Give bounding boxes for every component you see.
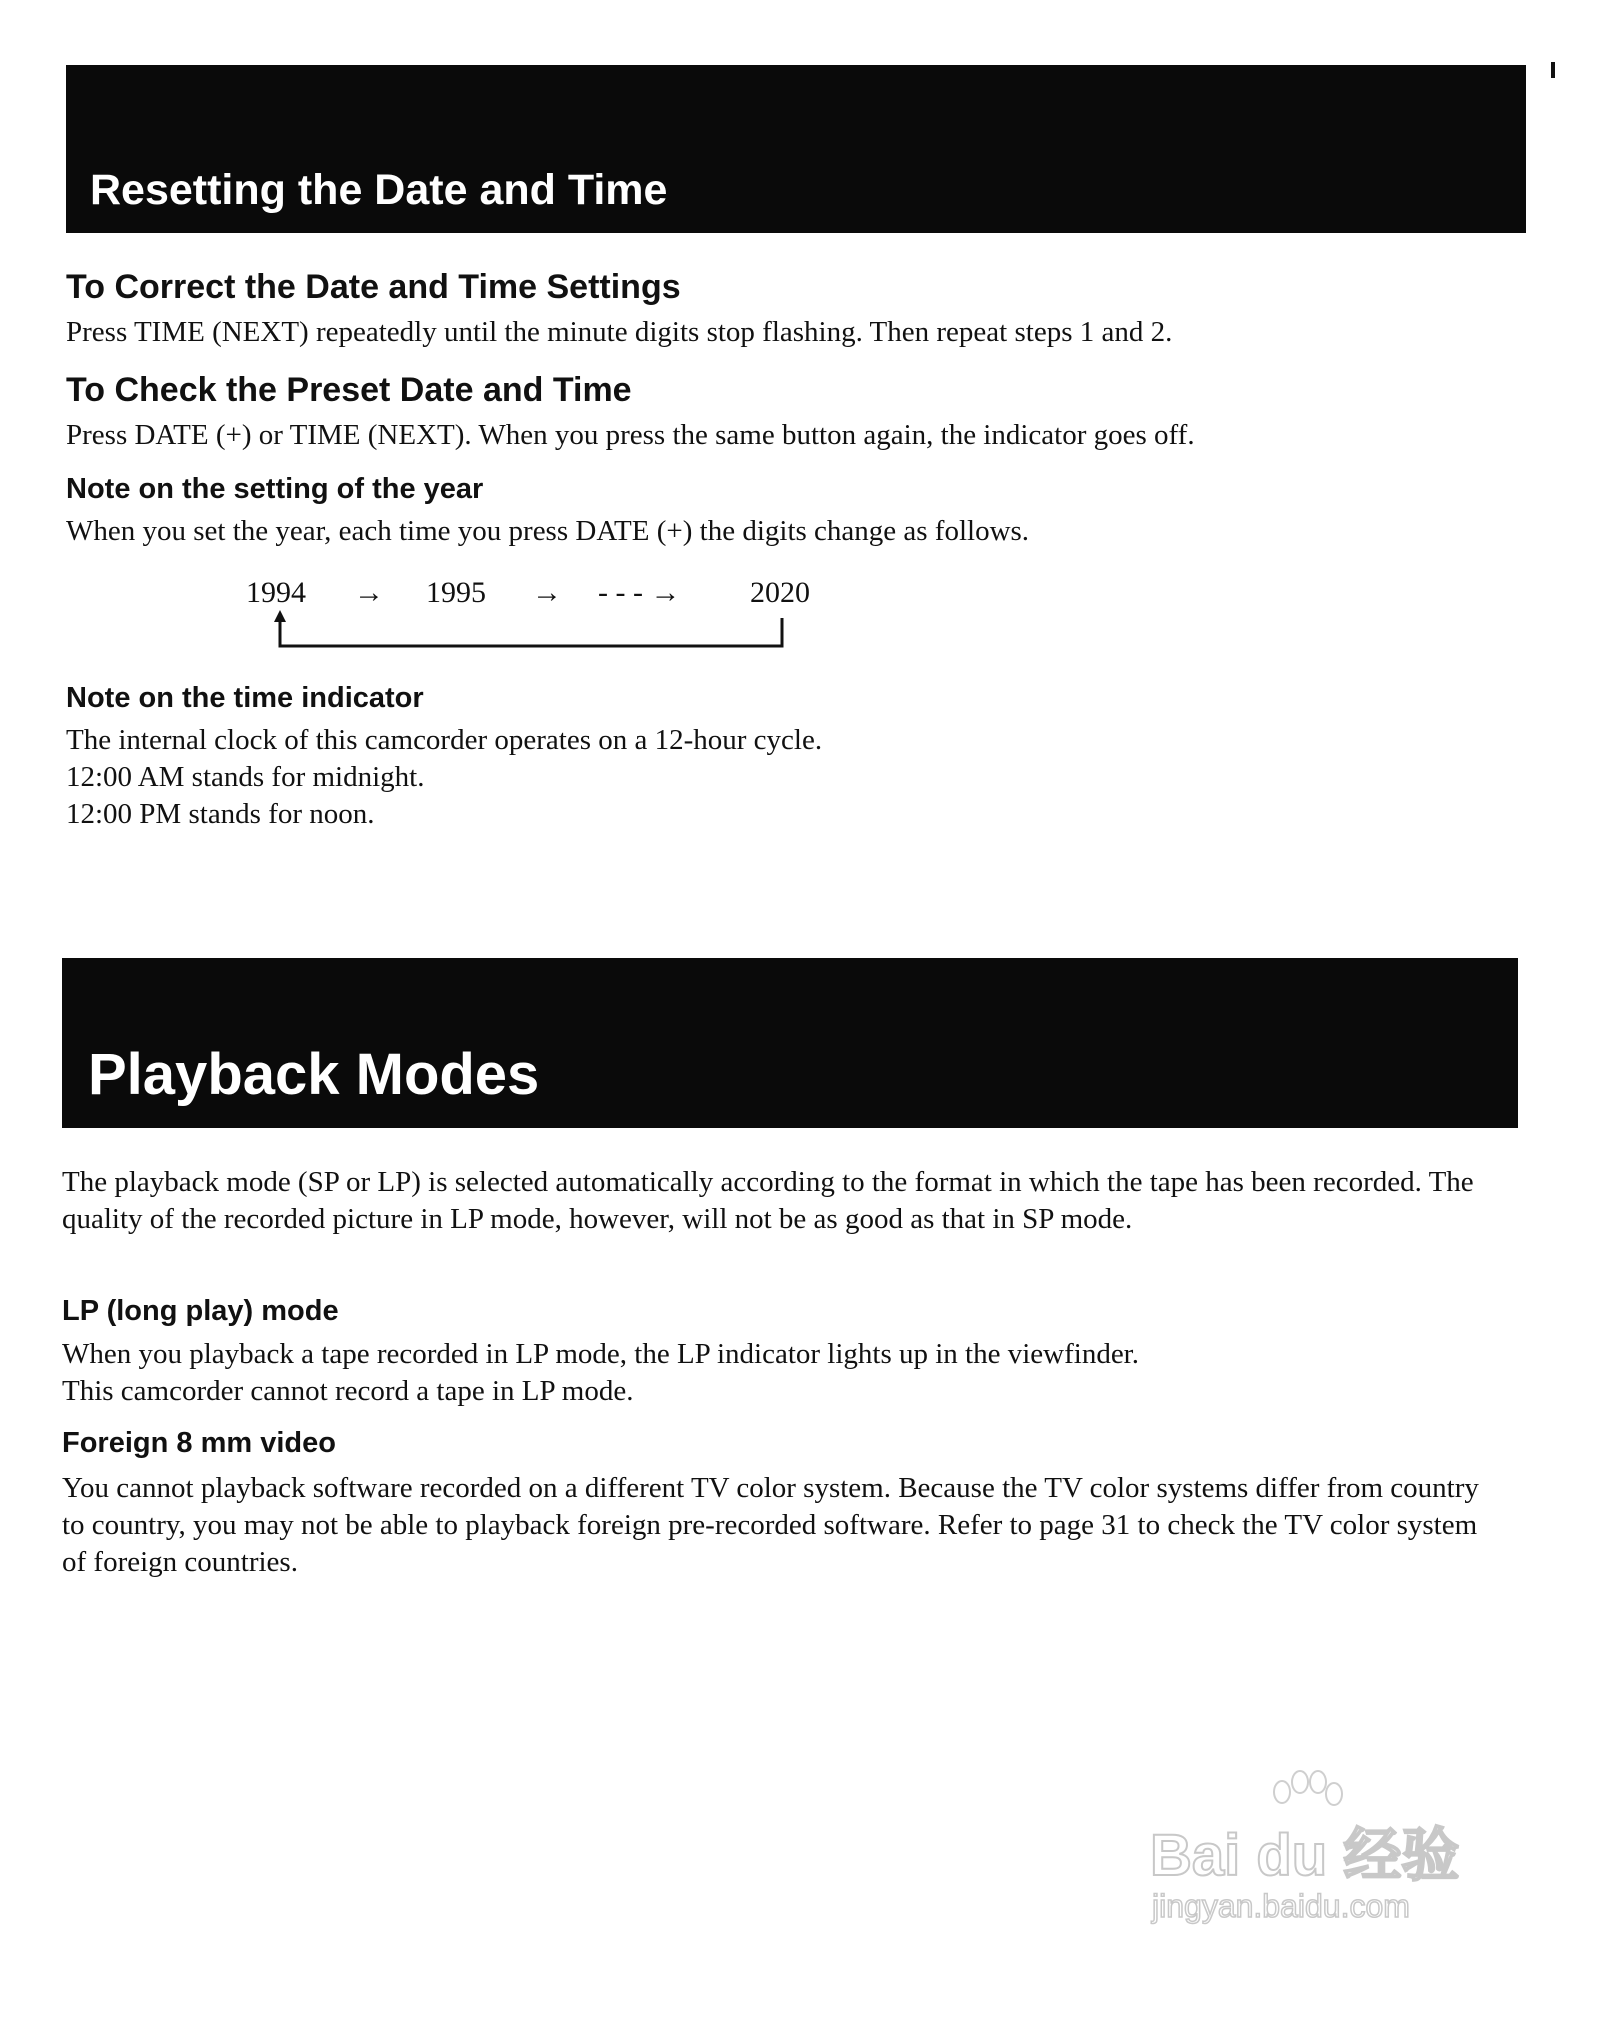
check-preset-heading: To Check the Preset Date and Time [66,371,632,409]
correct-settings-text: Press TIME (NEXT) repeatedly until the minute digits stop flashing. Then repeat steps 1 and 2. [66,316,1173,348]
lp-mode-text [62,1336,1139,1410]
section-title: Resetting the Date and Time [90,166,668,214]
dashed-arrow-icon: - - - → [598,576,681,609]
year-note-heading: Note on the setting of the year [66,473,484,505]
lp-mode-line: This camcorder cannot record a tape in LP mode. [62,1375,634,1407]
lp-mode-heading: LP (long play) mode [62,1295,339,1327]
section-banner-playback [62,958,1518,1128]
lp-mode-line: When you playback a tape recorded in LP mode, the LP indicator lights up in the viewfinder. [62,1338,1139,1370]
foreign-video-text: You cannot playback software recorded on a different TV color system. Because the TV color systems differ from country to country, you may not be able to playback foreign pre-recorded software. Refer to page 31 to check the TV color system of foreign countries. [62,1472,1479,1578]
foreign-video-heading: Foreign 8 mm video [62,1427,336,1459]
time-note-heading: Note on the time indicator [66,682,424,714]
arrow-icon: → [354,576,384,609]
watermark-logo-text: Bai du 经验 [1150,1823,1460,1888]
arrow-icon: → [532,576,562,609]
section-title: Playback Modes [88,1042,540,1107]
year-note-text: When you set the year, each time you press DATE (+) the digits change as follows. [66,515,1030,547]
year-end: 2020 [750,576,810,609]
time-note-line: The internal clock of this camcorder operates on a 12-hour cycle. [66,724,823,756]
year-cycle-diagram [246,576,846,656]
time-note-line: 12:00 PM stands for noon. [66,798,375,830]
baidu-watermark [1150,1770,1510,1950]
year-start: 1994 [246,576,306,609]
playback-intro-text: The playback mode (SP or LP) is selected automatically according to the format in which the tape has been recorded. The quality of the recorded picture in LP mode, however, will not be as good as that in SP mode. [62,1166,1474,1235]
correct-settings-heading: To Correct the Date and Time Settings [66,268,681,306]
watermark-url: jingyan.baidu.com [1152,1888,1410,1924]
page-corner-mark [1551,62,1555,78]
section-banner-resetting [66,65,1526,233]
check-preset-text: Press DATE (+) or TIME (NEXT). When you press the same button again, the indicator goes off. [66,419,1195,451]
loop-back-arrow-icon [246,576,846,656]
time-note-line: 12:00 AM stands for midnight. [66,761,425,793]
time-note-text [66,722,822,833]
year-second: 1995 [426,576,486,609]
